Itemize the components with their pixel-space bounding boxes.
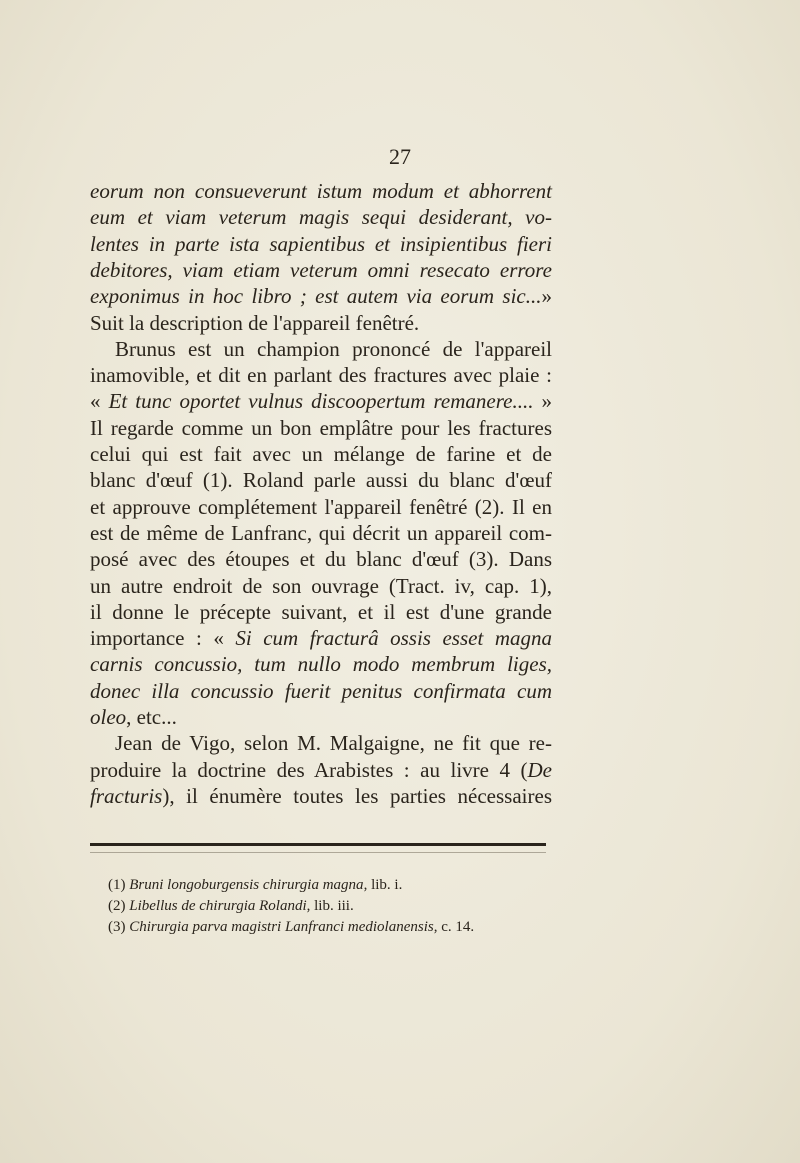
text-line-segment: » bbox=[533, 389, 553, 413]
text-line bbox=[90, 178, 552, 204]
text-line-segment: Suit la description de l'appareil fenêtré. bbox=[90, 311, 420, 335]
text-line-segment: « bbox=[90, 389, 109, 413]
text-line-segment: blanc d'œuf (1). Roland parle aussi du blanc d'œuf bbox=[90, 468, 552, 492]
text-line-segment: donec illa concussio fuerit penitus confirmata cum bbox=[90, 679, 552, 703]
footnote bbox=[108, 896, 568, 916]
footnote-segment: Chirurgia parva magistri Lanfranci mediolanensis bbox=[129, 919, 434, 935]
footnote-segment: (1) bbox=[108, 877, 130, 893]
text-line-segment: importance : « bbox=[90, 626, 236, 650]
text-line-segment: lentes in parte ista sapientibus et insipientibus fieri bbox=[90, 232, 552, 256]
text-line bbox=[90, 757, 552, 783]
text-line bbox=[90, 310, 552, 336]
text-line-segment: exponimus in hoc libro ; est autem via eorum sic... bbox=[90, 284, 542, 308]
text-line-segment: Et tunc oportet vulnus discoopertum remanere.... bbox=[108, 389, 534, 413]
text-line bbox=[90, 704, 552, 730]
text-line bbox=[90, 783, 552, 809]
text-line bbox=[90, 494, 552, 520]
text-line bbox=[90, 573, 552, 599]
footnote-segment: (2) bbox=[108, 898, 130, 914]
text-line bbox=[115, 336, 552, 362]
text-line-segment: et approuve complétement l'appareil fenêtré (2). Il en bbox=[90, 495, 552, 519]
text-line-segment: un autre endroit de son ouvrage (Tract. iv, cap. 1), bbox=[90, 574, 552, 598]
page-number: 27 bbox=[389, 144, 411, 169]
text-line-segment: » bbox=[541, 284, 552, 308]
text-line-segment: posé avec des étoupes et du blanc d'œuf (3). Dans bbox=[90, 547, 552, 571]
text-line-segment: est de même de Lanfranc, qui décrit un appareil com- bbox=[90, 521, 552, 545]
text-line bbox=[90, 388, 552, 414]
text-line bbox=[90, 415, 552, 441]
text-line-segment: eum et viam veterum magis sequi desiderant, vo- bbox=[90, 205, 552, 229]
text-line-segment: Si cum fracturâ ossis esset magna bbox=[235, 626, 552, 650]
footnote bbox=[108, 917, 568, 937]
text-line-segment: Il regarde comme un bon emplâtre pour les fractures bbox=[90, 416, 552, 440]
text-line-segment: ), il énumère toutes les parties nécessaires bbox=[162, 784, 552, 808]
text-line-segment: carnis concussio, tum nullo modo membrum liges, bbox=[90, 652, 552, 676]
text-line-segment: Jean de Vigo, selon M. Malgaigne, ne fit que re- bbox=[115, 731, 552, 755]
footnote bbox=[108, 875, 568, 895]
text-line bbox=[90, 546, 552, 572]
text-line-segment: il donne le précepte suivant, et il est d'une grande bbox=[90, 600, 552, 624]
footnote-segment: , lib. iii. bbox=[306, 898, 354, 914]
footnote-segment: Libellus de chirurgia Rolandi bbox=[129, 898, 307, 914]
text-line bbox=[90, 467, 552, 493]
text-line-segment: produire la doctrine des Arabistes : au livre 4 ( bbox=[90, 758, 528, 782]
footnote-segment: , c. 14. bbox=[433, 919, 475, 935]
text-line-segment: , etc... bbox=[126, 705, 177, 729]
text-line-segment: eorum non consueverunt istum modum et abhorrent bbox=[90, 179, 552, 203]
text-line bbox=[115, 730, 552, 756]
text-line bbox=[90, 362, 552, 388]
text-line bbox=[90, 441, 552, 467]
text-line bbox=[90, 204, 552, 230]
text-line bbox=[90, 599, 552, 625]
text-line-segment: fracturis bbox=[90, 784, 163, 808]
text-line-segment: debitores, viam etiam veterum omni resecato errore bbox=[90, 258, 552, 282]
text-line-segment: oleo bbox=[90, 705, 127, 729]
text-line-segment: inamovible, et dit en parlant des fractures avec plaie : bbox=[90, 363, 552, 387]
text-line bbox=[90, 678, 552, 704]
text-line-segment: celui qui est fait avec un mélange de farine et de bbox=[90, 442, 552, 466]
footnote-rule bbox=[90, 843, 546, 846]
text-line bbox=[90, 283, 552, 309]
footnote-rule-thin bbox=[90, 852, 546, 853]
footnote-segment: Bruni longoburgensis chirurgia magna bbox=[129, 877, 364, 893]
footnote-segment: , lib. i. bbox=[363, 877, 403, 893]
footnote-segment: (3) bbox=[108, 919, 130, 935]
text-line bbox=[90, 625, 552, 651]
text-line-segment: De bbox=[527, 758, 552, 782]
text-line-segment: Brunus est un champion prononcé de l'appareil bbox=[115, 337, 552, 361]
text-line bbox=[90, 520, 552, 546]
text-line bbox=[90, 651, 552, 677]
text-line bbox=[90, 231, 552, 257]
text-line bbox=[90, 257, 552, 283]
